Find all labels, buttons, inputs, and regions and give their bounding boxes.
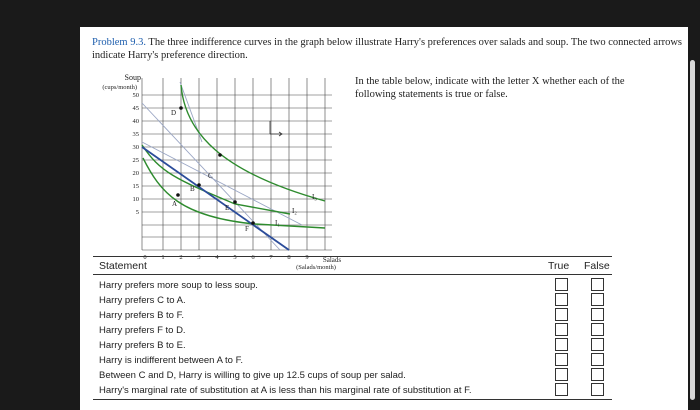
- curve-label-i3: I₃: [312, 193, 317, 201]
- true-checkbox-4[interactable]: [555, 323, 568, 336]
- statement-header: Statement: [99, 260, 147, 272]
- x-tick-label: 1: [161, 254, 165, 261]
- true-checkbox-1[interactable]: [555, 278, 568, 291]
- y-tick-label: 40: [132, 118, 139, 125]
- point-label-c: C: [208, 172, 213, 180]
- x-tick-label: 4: [215, 254, 219, 261]
- x-tick-label: 5: [233, 254, 237, 261]
- x-tick-label: 3: [197, 254, 201, 261]
- x-tick-label: 8: [287, 254, 291, 261]
- y-axis-label: Soup: [124, 73, 141, 82]
- statement-row-4: Harry prefers F to D.: [99, 325, 186, 336]
- indifference-curve-i2: [142, 145, 290, 214]
- point-e: [233, 200, 237, 204]
- x-tick-label: 2: [179, 254, 183, 261]
- statement-row-7: Between C and D, Harry is willing to give up 12.5 cups of soup per salad.: [99, 370, 406, 381]
- true-checkbox-7[interactable]: [555, 368, 568, 381]
- point-label-f: F: [245, 225, 249, 233]
- point-c: [218, 153, 222, 157]
- true-header: True: [548, 260, 570, 272]
- false-checkbox-2[interactable]: [591, 293, 604, 306]
- x-tick-label: 0: [143, 254, 147, 261]
- x-tick-label: 9: [305, 254, 309, 261]
- point-f: [251, 221, 255, 225]
- false-checkbox-8[interactable]: [591, 383, 604, 396]
- statement-row-1: Harry prefers more soup to less soup.: [99, 280, 258, 291]
- point-label-d: D: [171, 109, 177, 117]
- thin-line-2: [142, 142, 302, 225]
- y-tick-label: 20: [132, 170, 139, 177]
- point-a: [176, 193, 180, 197]
- y-tick-label: 45: [132, 105, 139, 112]
- point-b: [197, 183, 201, 187]
- true-checkbox-5[interactable]: [555, 338, 568, 351]
- false-checkbox-5[interactable]: [591, 338, 604, 351]
- statement-row-8: Harry's marginal rate of substitution at A is less than his marginal rate of substitution at F.: [99, 385, 472, 396]
- table-header-rule: [93, 274, 612, 275]
- table-bottom-rule: [93, 399, 612, 400]
- statement-row-3: Harry prefers B to F.: [99, 310, 184, 321]
- false-checkbox-4[interactable]: [591, 323, 604, 336]
- false-checkbox-6[interactable]: [591, 353, 604, 366]
- true-checkbox-6[interactable]: [555, 353, 568, 366]
- y-tick-label: 35: [132, 131, 139, 138]
- false-checkbox-3[interactable]: [591, 308, 604, 321]
- budget-line: [142, 147, 289, 250]
- problem-text: The three indifference curves in the graph below illustrate Harry's preferences over salads and soup. The two connected arrows indicate Harry's preference direction.: [92, 37, 682, 61]
- true-checkbox-3[interactable]: [555, 308, 568, 321]
- x-axis-label: Salads: [322, 256, 342, 264]
- statement-row-2: Harry prefers C to A.: [99, 295, 186, 306]
- false-header: False: [584, 260, 610, 272]
- point-label-a: A: [172, 200, 178, 208]
- false-checkbox-1[interactable]: [591, 278, 604, 291]
- statement-row-5: Harry prefers B to E.: [99, 340, 186, 351]
- problem-number: Problem 9.3.: [92, 37, 146, 48]
- x-tick-label: 6: [251, 254, 255, 261]
- y-tick-label: 15: [132, 183, 139, 190]
- table-top-rule: [93, 256, 612, 257]
- point-d: [179, 106, 183, 110]
- preference-arrows: [270, 121, 282, 136]
- x-axis-unit: (Salads/month): [296, 264, 336, 271]
- problem-page: [80, 27, 688, 410]
- y-tick-label: 30: [132, 144, 139, 151]
- statement-row-6: Harry is indifferent between A to F.: [99, 355, 243, 366]
- true-checkbox-8[interactable]: [555, 383, 568, 396]
- false-checkbox-7[interactable]: [591, 368, 604, 381]
- y-tick-label: 5: [135, 209, 139, 216]
- y-tick-label: 10: [132, 196, 139, 203]
- scrollbar[interactable]: [690, 60, 695, 400]
- table-instructions: In the table below, indicate with the letter X whether each of the following statements is true or false.: [355, 76, 625, 100]
- point-label-e: E: [225, 204, 230, 212]
- y-tick-label: 25: [132, 157, 139, 164]
- true-checkbox-2[interactable]: [555, 293, 568, 306]
- curve-label-i2: I₂: [292, 207, 297, 215]
- x-tick-label: 7: [269, 254, 273, 261]
- y-tick-label: 50: [132, 92, 139, 99]
- y-axis-unit: (cups/month): [102, 84, 137, 91]
- curve-label-i1: I₁: [275, 219, 280, 227]
- problem-statement: [92, 36, 682, 62]
- point-label-b: B: [190, 185, 195, 193]
- grid: [142, 78, 332, 250]
